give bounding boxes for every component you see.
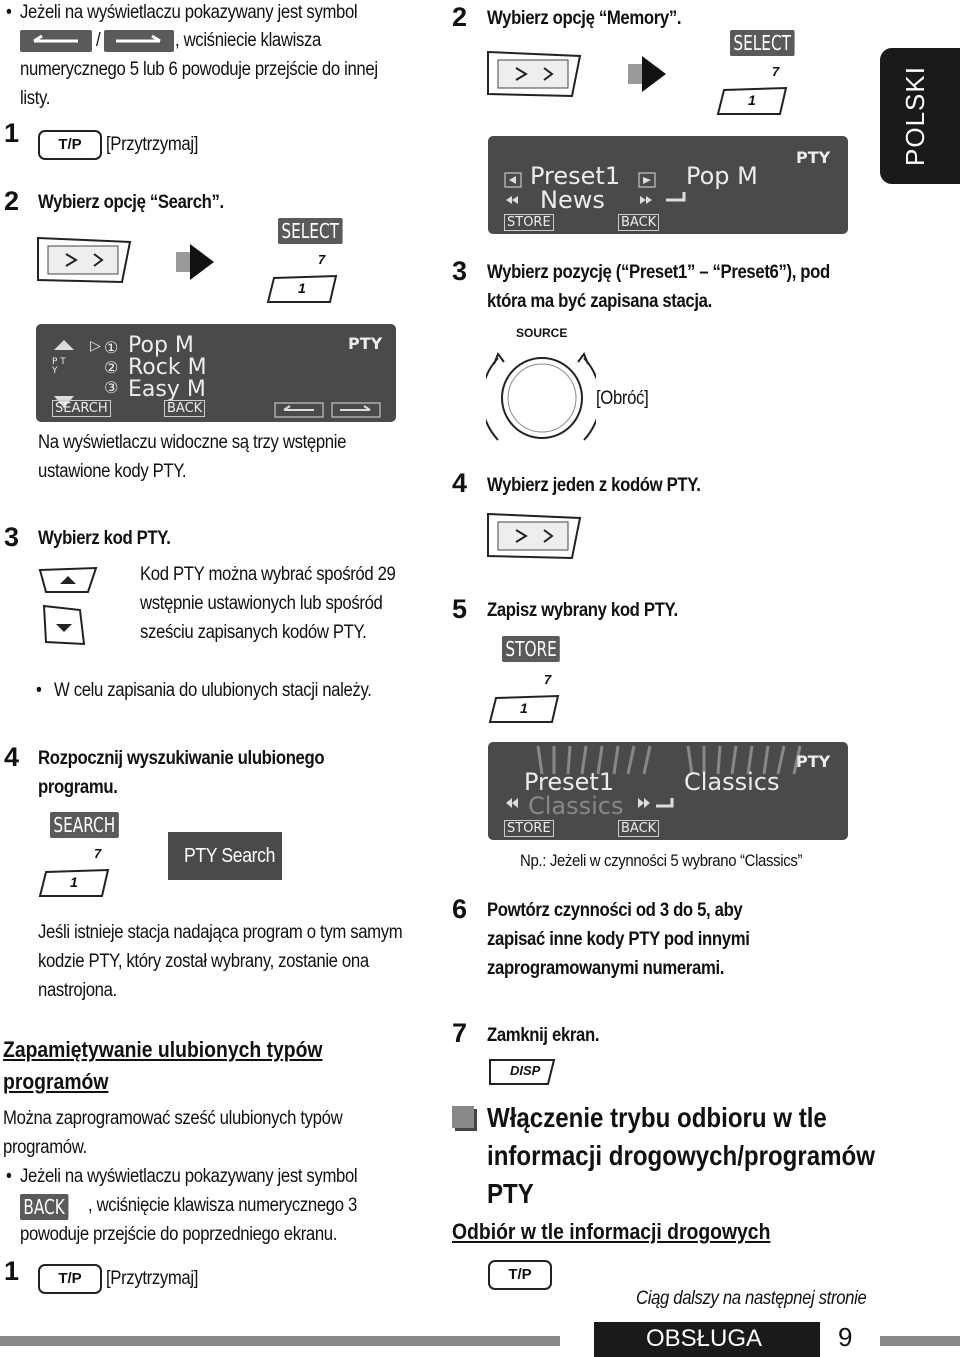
section-bullet: powoduje przejście do poprzedniego ekranu. [20,1224,338,1245]
footer-section-label: OBSŁUGA [646,1325,763,1352]
pty-indicator: PTY [348,334,383,353]
button-1-label: 1 [298,280,306,296]
intro-bullet-line3: listy. [20,88,51,109]
section-bullet: Jeżeli na wyświetlaczu pokazywany jest symbol [20,1166,358,1187]
intro-bullet-line2: numerycznego 5 lub 6 powoduje przejście do innej [20,59,378,80]
pty-indicator: PTY [796,752,831,771]
section-paragraph: programów. [3,1137,87,1158]
section-heading: Zapamiętywanie ulubionych typów [3,1037,323,1062]
step-number: 1 [4,1256,20,1286]
section-paragraph: Można zaprogramować sześć ulubionych typów [3,1108,343,1129]
footer-rule-right [880,1336,960,1346]
pty-item: Easy M [128,377,206,402]
back-tag: BACK [164,400,205,417]
search-label: SEARCH [50,812,119,838]
button-1[interactable] [714,86,790,116]
step-number: 4 [452,468,468,498]
preset-text: Preset1 [530,162,621,190]
pty-search-display [168,832,282,880]
step-text: Wybierz kod PTY. [38,528,171,549]
section-heading: programów [3,1069,109,1094]
store-tag: STORE [504,214,554,231]
key-7: 7 [318,252,326,267]
step4-desc: Jeśli istnieje stacja nadająca program o tym samym [38,922,403,943]
tp-button[interactable] [38,1264,102,1294]
up-button-icon[interactable] [38,566,98,601]
pty-item: Pop M [128,333,194,358]
step-number: 1 [4,118,20,148]
tp-button-label: T/P [58,136,82,153]
marker: ③ [104,378,119,397]
lcd-display [488,136,848,234]
back-tag: BACK [618,820,659,837]
down-button-icon[interactable] [40,604,88,653]
step-text: Zamknij ekran. [487,1025,600,1046]
key-7: 7 [772,64,780,79]
slash: / [96,30,101,51]
step-number: 4 [4,742,20,772]
marker: ① [104,338,119,357]
step-text: zaprogramowanymi numerami. [487,958,725,979]
arrow-right-icon [628,52,668,101]
step-number: 5 [452,594,468,624]
step-number: 7 [452,1018,468,1048]
step-text: która ma być zapisana stacja. [487,291,712,312]
big-heading-line: informacji drogowych/programów [487,1140,876,1171]
step-text: zapisać inne kody PTY pod innymi [487,929,750,950]
step-text: Wybierz jeden z kodów PTY. [487,475,701,496]
hold-text: [Przytrzymaj] [106,1268,199,1289]
example-caption: Np.: Jeżeli w czynności 5 wybrano “Classics” [520,851,803,870]
footer-section-box [594,1322,820,1357]
transport-icons [636,796,676,810]
marker: ② [104,358,119,377]
cursor-icon: ▷ [90,338,101,354]
step-text: Wybierz opcję “Search”. [38,192,224,213]
store-tag: STORE [504,820,554,837]
heading-square-icon [452,1106,474,1128]
bullet-dot: • [36,680,42,701]
button-1-label: 1 [520,700,528,716]
step3-desc: sześciu zapisanych kodów PTY. [140,622,367,643]
step-number: 2 [4,186,20,216]
preset-text: Preset1 [524,768,615,796]
source-label: SOURCE [516,326,568,340]
footer-rule [0,1336,560,1346]
transport-icons [504,796,522,810]
language-tab [880,48,960,184]
right-arrow-symbol [104,30,174,52]
source-knob[interactable] [486,340,596,455]
big-heading-line: Włączenie trybu odbioru w tle [487,1102,827,1133]
search-tag: SEARCH [52,400,111,417]
lcd-caption-line1: Na wyświetlaczu widoczne są trzy wstępnie [38,432,347,453]
lcd-display [36,324,396,422]
rotate-text: [Obróć] [596,388,649,409]
big-heading-line: PTY [487,1178,534,1209]
button-1[interactable] [36,868,112,898]
intro-bullet-post: , wciśniecie klawisza [175,30,321,51]
language-tab-label: POLSKI [900,66,930,166]
pty-indicator: PTY [796,148,831,167]
step-number: 6 [452,894,468,924]
page-arrows-icon [274,402,384,418]
step-text: Rozpocznij wyszukiwanie ulubionego [38,748,325,769]
pty-item: Rock M [128,355,207,380]
tp-button[interactable] [38,130,102,160]
step-text: Zapisz wybrany kod PTY. [487,600,678,621]
pty-search-text: PTY Search [184,845,276,867]
step-text: Wybierz pozycję (“Preset1” – “Preset6”), pod [487,262,830,283]
button-1[interactable] [486,694,562,724]
button-1[interactable] [264,274,340,304]
disp-button[interactable] [488,1058,556,1086]
step4-desc: nastrojona. [38,980,117,1001]
back-tag: BACK [618,214,659,231]
news-text: News [540,186,605,214]
transport-icons [638,172,658,212]
pty-side-label: P T Y [52,357,66,376]
key-7: 7 [94,846,102,861]
control-panel-icon [486,512,582,567]
intro-bullet-line1: Jeżeli na wyświetlaczu pokazywany jest symbol [20,2,358,23]
hold-text: [Przytrzymaj] [106,134,199,155]
classics-text: Classics [684,768,780,796]
step4-desc: kodzie PTY, który został wybrany, zostanie ona [38,951,369,972]
enter-arrow-icon [664,190,688,204]
button-1-label: 1 [748,92,756,108]
select-label: SELECT [278,218,342,244]
step-text: Wybierz opcję “Memory”. [487,8,682,29]
step3-bullet: W celu zapisania do ulubionych stacji należy. [54,680,372,701]
step-number: 3 [452,256,468,286]
step-text: programu. [38,777,118,798]
tp-button-label: T/P [58,1270,82,1287]
key-7: 7 [544,672,552,687]
section-bullet: , wciśnięcie klawisza numerycznego 3 [88,1195,357,1216]
tp-button[interactable] [488,1260,552,1290]
pop-m-text: Pop M [686,162,758,190]
control-panel-icon [486,50,582,105]
back-label: BACK [20,1194,68,1220]
arrow-right-icon [176,240,216,289]
page-number: 9 [838,1322,853,1352]
step-number: 2 [452,2,468,32]
tp-button-label: T/P [508,1266,532,1283]
left-arrow-symbol [20,30,92,52]
store-label: STORE [502,636,560,662]
button-1-label: 1 [70,874,78,890]
disp-button-label: DISP [510,1063,541,1078]
lcd-display [488,742,848,840]
step-text: Powtórz czynności od 3 do 5, aby [487,900,743,921]
control-panel-icon [36,236,132,291]
bullet-dot: • [6,1166,12,1187]
continued-note: Ciąg dalszy na następnej stronie [636,1288,867,1309]
step3-desc: Kod PTY można wybrać spośród 29 [140,564,396,585]
lcd-caption-line2: ustawione kody PTY. [38,461,187,482]
classics-flash-text: Classics [528,792,624,820]
select-label: SELECT [730,30,794,56]
sub-heading: Odbiór w tle informacji drogowych [452,1219,771,1244]
bullet-dot: • [6,2,12,23]
step-number: 3 [4,522,20,552]
step3-desc: wstępnie ustawionych lub spośród [140,593,383,614]
transport-icons [504,172,524,212]
